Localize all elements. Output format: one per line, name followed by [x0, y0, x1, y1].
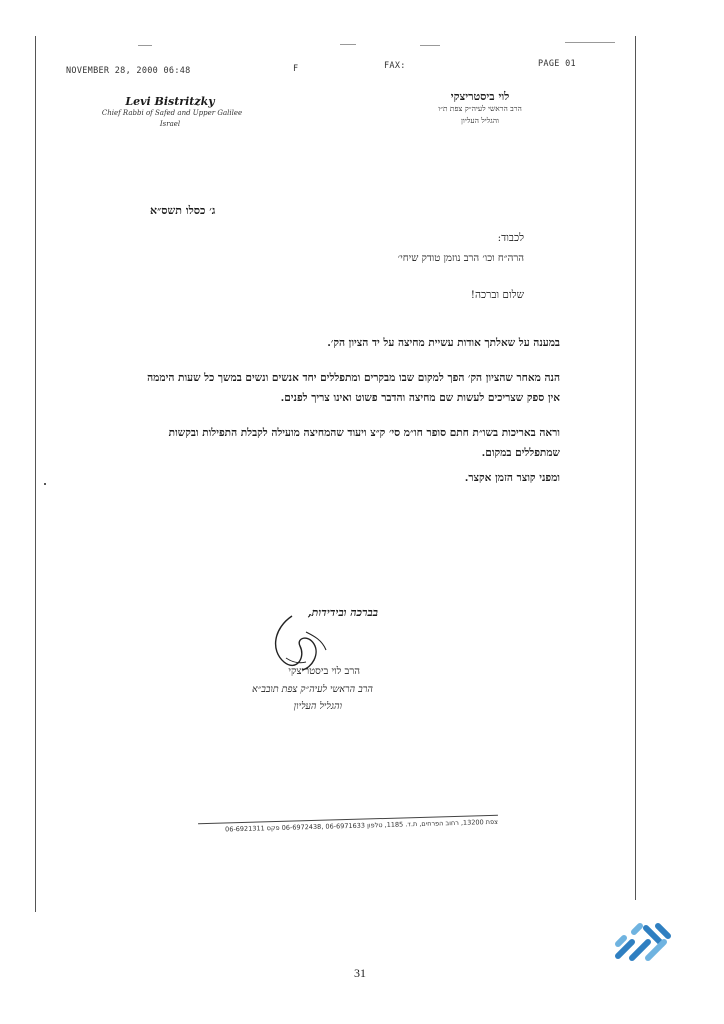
signature-title: הרב הראשי לעיה״ק צפת תובב״א — [251, 684, 373, 695]
signature-name: הרב לוי ביסטריצקי — [288, 666, 360, 677]
top-scan-mark — [565, 42, 615, 43]
paragraph-3: וראה באריכות בשו״ת חתם סופר חו״מ סי׳ ק״צ ויעוד שהמחיצה מועילה לקבלת התפילות ובקשות שמתפללים במקום. — [168, 427, 560, 459]
letterhead-hebrew-region: והגליל העליון — [461, 116, 499, 125]
footer-address: צפת 13200, רחוב הפרחים, ת.ד. 1185, טלפון 06-6971633 ,06-6972438 פקס 06-6921311 — [225, 817, 499, 834]
signature-region: והגליל העליון — [293, 701, 342, 712]
page-number: 31 — [354, 966, 366, 980]
stylized-slash-logo-icon — [612, 918, 674, 968]
signature-blessing: בברכה ובידידות, — [307, 606, 378, 619]
letter-date: ג׳ כסלו תשס״א — [150, 204, 216, 217]
letterhead-hebrew-name: לוי ביסטריצקי — [450, 90, 510, 103]
recipient-name: הרה״ח וכו׳ הרב נוזמן טודק שיחי׳ — [397, 253, 524, 264]
letterhead-english-title: Chief Rabbi of Safed and Upper Galilee — [101, 109, 243, 117]
greeting: שלום וברכה! — [470, 289, 524, 301]
letterhead-english-name: Levi Bistritzky — [125, 95, 215, 108]
scan-speck — [44, 483, 46, 485]
top-scan-mark — [420, 45, 440, 46]
paragraph-2: הנה מאחר שהציון הק׳ הפך למקום שבו מבקרים ומתפללים יחד אנשים ונשים במשך כל שעות היממה אין ספק שצריכים לעשות שם מחיצה והדבר פשוט ואינו צריך לפנים. — [147, 372, 560, 404]
letterhead-hebrew-title: הרב הראשי לעיה״ק צפת ת״ו — [438, 104, 522, 113]
closing-note: ומפני קוצר הזמן אקצר. — [464, 472, 560, 484]
top-scan-mark — [340, 44, 356, 45]
fax-marker: F — [293, 64, 299, 74]
top-scan-mark — [138, 45, 152, 46]
fax-page-label: PAGE 01 — [538, 59, 576, 69]
fax-label: FAX: — [384, 61, 406, 71]
right-scan-border — [635, 36, 636, 900]
letterhead-english-country: Israel — [159, 120, 181, 128]
left-scan-border — [35, 36, 36, 912]
recipient-label: לכבוד: — [497, 232, 524, 244]
paragraph-1: במענה על שאלתך אודות עשיית מחיצה על יד הציון הק׳. — [327, 337, 560, 349]
fax-date-time: NOVEMBER 28, 2000 06:48 — [66, 66, 191, 76]
